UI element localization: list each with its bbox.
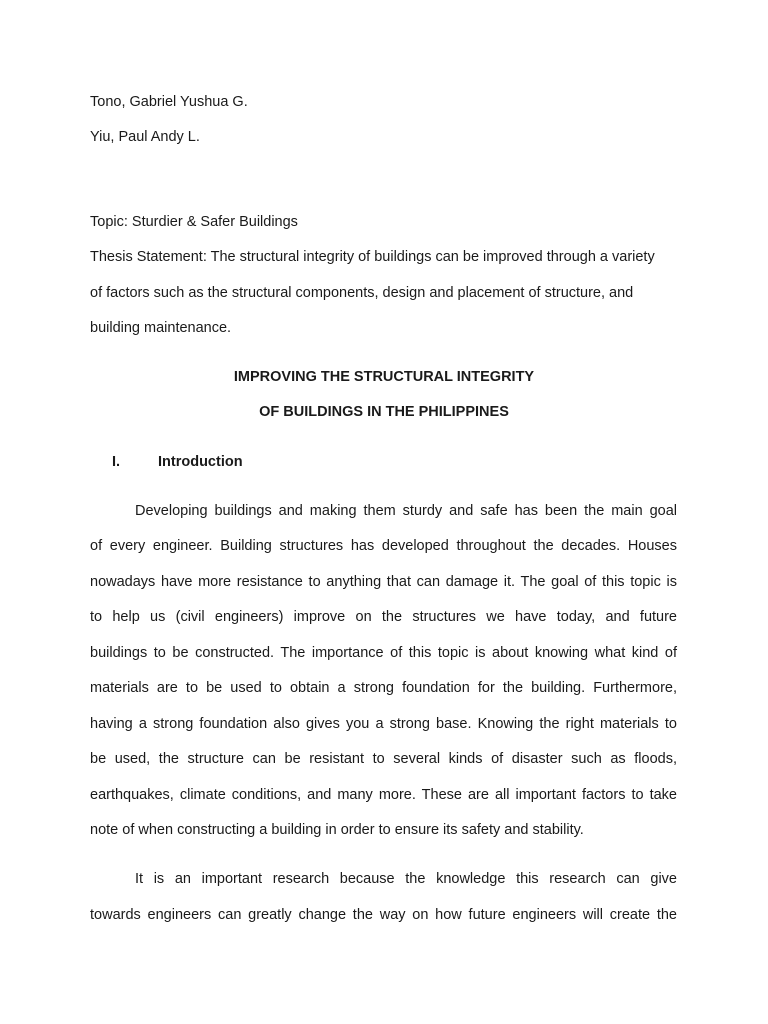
- paragraph-line: of every engineer. Building structures has developed throughout the decades. Houses: [90, 538, 677, 554]
- paragraph-line: towards engineers can greatly change the way on how future engineers will create the: [90, 907, 677, 923]
- paragraph-line: be used, the structure can be resistant to several kinds of disaster such as floods,: [90, 751, 677, 767]
- paragraph-line: materials are to be used to obtain a strong foundation for the building. Furthermore,: [90, 680, 677, 696]
- paragraph-line: to help us (civil engineers) improve on the structures we have today, and future: [90, 609, 677, 625]
- section-heading: Introduction: [158, 454, 243, 470]
- author-2: Yiu, Paul Andy L.: [90, 129, 200, 145]
- topic-line: Topic: Sturdier & Safer Buildings: [90, 214, 298, 230]
- paragraph-line: note of when constructing a building in order to ensure its safety and stability.: [90, 822, 584, 838]
- paragraph-line: earthquakes, climate conditions, and many more. These are all important factors to take: [90, 787, 677, 803]
- thesis-line: building maintenance.: [90, 320, 232, 336]
- paragraph-line: buildings to be constructed. The importance of this topic is about knowing what kind of: [90, 645, 677, 661]
- paragraph-line: Developing buildings and making them sturdy and safe has been the main goal: [135, 503, 677, 519]
- thesis-line: of factors such as the structural components, design and placement of structure, and: [90, 285, 634, 301]
- title-line-1: IMPROVING THE STRUCTURAL INTEGRITY: [233, 369, 535, 385]
- section-number: I.: [112, 454, 121, 470]
- title-line-2: OF BUILDINGS IN THE PHILIPPINES: [259, 404, 509, 420]
- paragraph-line: nowadays have more resistance to anything that can damage it. The goal of this topic is: [90, 574, 677, 590]
- paragraph-line: It is an important research because the knowledge this research can give: [135, 871, 677, 887]
- thesis-line: Thesis Statement: The structural integrity of buildings can be improved through a variety: [90, 249, 655, 265]
- paragraph-line: having a strong foundation also gives you a strong base. Knowing the right materials to: [90, 716, 677, 732]
- author-1: Tono, Gabriel Yushua G.: [90, 94, 248, 110]
